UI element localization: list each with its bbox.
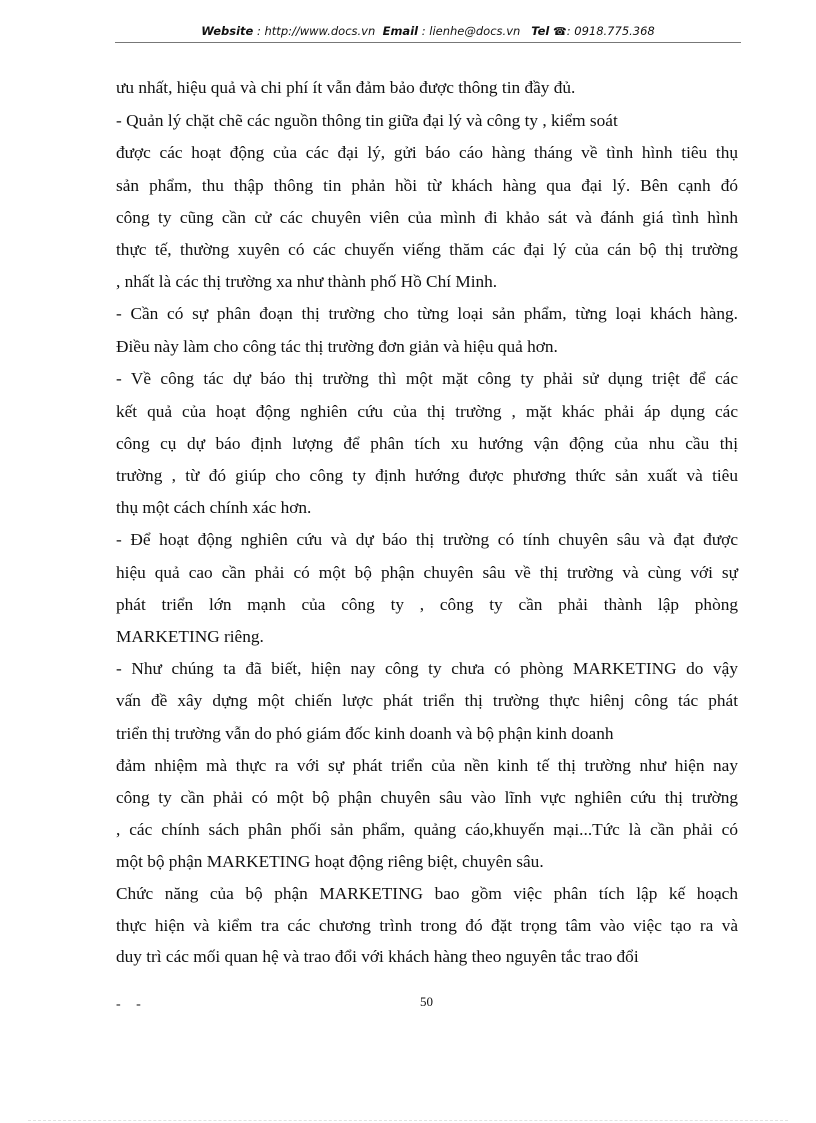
page-header <box>115 22 741 41</box>
text-line: - Cần có sự phân đoạn thị trường cho từng loại sản phẩm, từng loại khách hàng. <box>116 304 738 323</box>
text-line: kết quả của hoạt động nghiên cứu của thị trường , mặt khác phải áp dụng các <box>116 402 738 421</box>
tel-value: : 0918.775.368 <box>566 24 655 38</box>
text-line: duy trì các mối quan hệ và trao đổi với khách hàng theo nguyên tắc trao đổi <box>116 947 639 966</box>
email-label: Email <box>382 24 419 38</box>
text-line: thụ một cách chính xác hơn. <box>116 498 312 517</box>
text-line: trường , từ đó giúp cho công ty định hướng được phương thức sản xuất và tiêu <box>116 466 738 485</box>
text-line: ưu nhất, hiệu quả và chi phí ít vẫn đảm bảo được thông tin đầy đủ. <box>116 78 576 97</box>
page-number: 50 <box>420 994 433 1009</box>
tel-label: Tel <box>531 24 550 38</box>
text-line: , nhất là các thị trường xa như thành phố Hồ Chí Minh. <box>116 272 498 291</box>
text-line: phát triển lớn mạnh của công ty , công ty cần phải thành lập phòng <box>116 595 738 614</box>
text-line: thực hiện và kiểm tra các chương trình trong đó đặt trọng tâm vào việc tạo ra và <box>116 916 738 935</box>
text-line: - Như chúng ta đã biết, hiện nay công ty chưa có phòng MARKETING do vậy <box>116 659 738 678</box>
website-label: Website <box>201 24 254 38</box>
text-line: một bộ phận MARKETING hoạt động riêng biệt, chuyên sâu. <box>116 852 544 871</box>
text-line: MARKETING riêng. <box>116 627 264 646</box>
text-line: - Về công tác dự báo thị trường thì một mặt công ty phải sử dụng triệt để các <box>116 369 738 388</box>
text-line: vấn đề xây dựng một chiến lược phát triển thị trường thực hiênj công tác phát <box>116 691 738 710</box>
text-line: - Quản lý chặt chẽ các nguồn thông tin giữa đại lý và công ty , kiểm soát <box>116 111 618 130</box>
website-value: : http://www.docs.vn <box>256 24 376 38</box>
text-line: sản phẩm, thu thập thông tin phản hồi từ khách hàng qua đại lý. Bên cạnh đó <box>116 176 738 195</box>
text-line: hiệu quả cao cần phải có một bộ phận chuyên sâu về thị trường và cùng với sự <box>116 563 738 582</box>
text-line: công ty cần phải có một bộ phận chuyên sâu vào lĩnh vực nghiên cứu thị trường <box>116 788 738 807</box>
page-bottom-border <box>28 1120 788 1121</box>
text-line: công cụ dự báo định lượng để phân tích xu hướng vận động của nhu cầu thị <box>116 434 738 453</box>
text-line: công ty cũng cần cử các chuyên viên của mình đi khảo sát và đánh giá tình hình <box>116 208 738 227</box>
footer-dashes: - - <box>116 997 147 1012</box>
text-line: được các hoạt động của các đại lý, gửi báo cáo hàng tháng về tình hình tiêu thụ <box>116 143 738 162</box>
text-line: Chức năng của bộ phận MARKETING bao gồm việc phân tích lập kế hoạch <box>116 884 738 903</box>
text-line: thực tế, thường xuyên có các chuyến viếng thăm các đại lý của cán bộ thị trường <box>116 240 738 259</box>
phone-icon: ☎ <box>553 25 567 38</box>
email-value: : lienhe@docs.vn <box>421 24 521 38</box>
header-divider <box>115 42 741 43</box>
text-line: - Để hoạt động nghiên cứu và dự báo thị trường có tính chuyên sâu và đạt được <box>116 530 738 549</box>
text-line: , các chính sách phân phối sản phẩm, quảng cáo,khuyến mại...Tức là cần phải có <box>116 820 738 839</box>
text-line: đảm nhiệm mà thực ra với sự phát triển của nền kinh tế thị trường như hiện nay <box>116 756 738 775</box>
text-line: Điều này làm cho công tác thị trường đơn giản và hiệu quả hơn. <box>116 337 558 356</box>
text-line: triển thị trường vẫn do phó giám đốc kinh doanh và bộ phận kinh doanh <box>116 724 614 743</box>
